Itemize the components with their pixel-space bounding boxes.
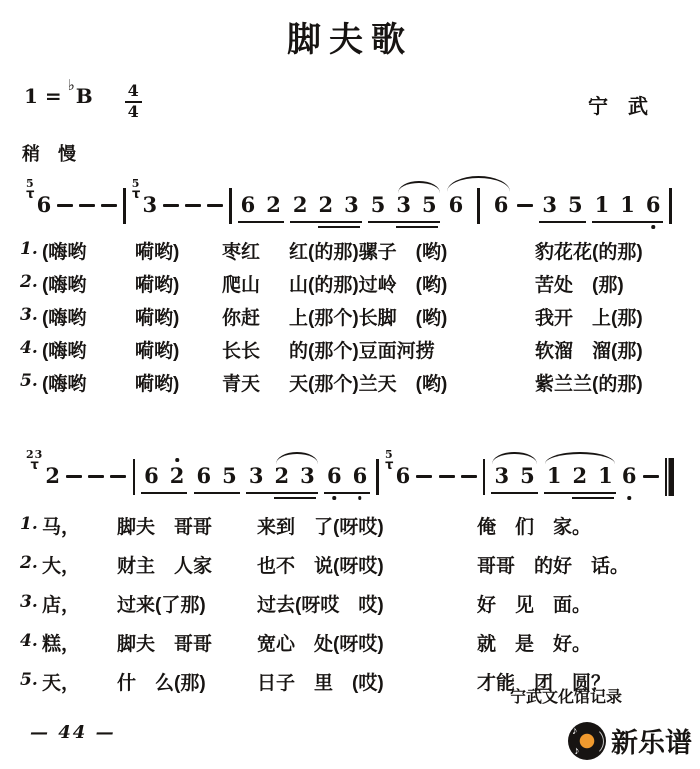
lyric-cell: 也不 说(呀哎) — [257, 556, 384, 577]
verse-number: 4. — [20, 338, 38, 358]
song-title: 脚夫歌 — [287, 21, 413, 59]
note-group — [246, 464, 318, 494]
key-letter: B — [75, 84, 93, 108]
final-barline — [665, 458, 674, 496]
page-number: — 44 — — [30, 722, 116, 743]
music-note: 5 — [520, 463, 535, 488]
note-group — [539, 193, 585, 223]
duration-dash — [185, 204, 201, 207]
music-note: 6 — [144, 463, 159, 488]
music-note: 6 — [645, 192, 661, 217]
lyric-cell: 过来(了那) — [117, 595, 206, 616]
lyric-row — [20, 237, 684, 270]
note-group — [544, 464, 616, 494]
grace-hook-icon: τ — [385, 458, 394, 473]
barline — [123, 188, 126, 224]
grace-hook-icon: τ — [26, 187, 35, 202]
music-note: 2 — [274, 463, 290, 488]
vinyl-record-icon — [568, 722, 606, 760]
music-note: 3 — [300, 463, 315, 488]
note-group — [238, 193, 284, 223]
lyric-cell: 豹花花(的那) — [535, 242, 643, 263]
note-group — [194, 464, 240, 494]
music-note: 1 — [620, 192, 635, 217]
music-note: 5 — [421, 192, 437, 217]
lyric-cell: (嗨哟 — [42, 341, 87, 362]
lyric-cell: 红(的那)骡子 (哟) — [289, 242, 448, 263]
lyric-row — [20, 629, 684, 668]
recorder-credit: 宁武文化馆记录 — [509, 689, 622, 706]
music-note: 2 — [266, 192, 281, 217]
music-note: 5 — [567, 192, 583, 217]
music-note: 1 — [594, 192, 610, 217]
lyric-cell: 日子 里 (哎) — [257, 673, 384, 694]
music-note: 2 — [572, 463, 588, 488]
music-note: 2 — [45, 463, 60, 488]
lyric-cell: (嗨哟 — [42, 275, 87, 296]
music-note: 5 — [222, 463, 237, 488]
note-group — [324, 464, 370, 494]
region-label: 宁 武 — [588, 96, 648, 118]
lyric-cell: 的(那个)豆面河捞 — [289, 341, 435, 362]
lyric-cell: 嗬哟) — [135, 341, 180, 362]
lyric-cell: 你赶 — [222, 308, 261, 329]
note-group — [491, 464, 537, 494]
lyric-row — [20, 590, 684, 629]
grace-note — [26, 450, 43, 471]
lyric-cell: 爬山 — [222, 275, 261, 296]
music-note: 6 — [240, 192, 256, 217]
note-group — [446, 193, 512, 224]
grace-hook-icon: τ — [131, 187, 141, 202]
note-group — [290, 193, 362, 223]
grace-digits: 5 — [26, 177, 35, 190]
lyric-cell: 紫兰兰(的那) — [535, 374, 643, 395]
lyric-cell: (嗨哟 — [42, 308, 87, 329]
music-note: 3 — [344, 192, 359, 217]
meter-numerator: 4 — [125, 83, 142, 103]
lyric-cell: 青天 — [222, 374, 261, 395]
music-note: 6 — [395, 463, 411, 488]
lyric-cell: 来到 了(呀哎) — [257, 517, 384, 538]
music-note: 6 — [493, 192, 509, 217]
duration-dash — [207, 204, 223, 207]
music-note-icon: ♪ — [572, 724, 578, 737]
lyric-cell: 天(那个)兰天 (哟) — [289, 374, 448, 395]
grace-digits: 5 — [384, 448, 394, 461]
note-group — [592, 193, 664, 223]
lyric-cell: 脚夫 哥哥 — [117, 634, 213, 655]
lyric-cell: 糕， — [42, 634, 81, 655]
music-note: 3 — [248, 463, 264, 488]
verse-number: 2. — [20, 553, 38, 573]
note-group — [368, 193, 440, 223]
duration-dash — [110, 475, 126, 478]
lyric-cell: 哥哥 的好 话。 — [477, 556, 630, 577]
verse-number: 3. — [20, 592, 38, 612]
time-signature — [125, 83, 142, 121]
lyric-row — [20, 551, 684, 590]
key-signature — [24, 76, 142, 124]
lyric-cell: 我开 上(那) — [535, 308, 643, 329]
key-prefix: 1 = — [24, 84, 62, 108]
grace-figure — [26, 177, 52, 217]
music-note: 6 — [36, 192, 52, 217]
music-line-2 — [26, 448, 674, 496]
lyric-cell: 嗬哟) — [135, 275, 180, 296]
meter-denominator: 4 — [127, 101, 139, 121]
music-note: 3 — [494, 463, 510, 488]
lyric-cell: 上(那个)长脚 (哟) — [289, 308, 448, 329]
barline — [483, 459, 486, 495]
lyric-cell: 苦处 (那) — [535, 275, 624, 296]
lyric-cell: 山(的那)过岭 (哟) — [289, 275, 448, 296]
verse-number: 5. — [20, 670, 38, 690]
lyric-cell: 俺 们 家。 — [477, 517, 592, 538]
grace-figure — [384, 448, 411, 488]
duration-dash — [643, 475, 659, 478]
music-note: 1 — [546, 463, 562, 488]
music-note: 6 — [326, 463, 342, 488]
lyrics-block-1 — [20, 237, 684, 402]
duration-dash — [57, 204, 73, 207]
music-note: 2 — [318, 192, 334, 217]
flat-sign-icon: ♭ — [67, 76, 75, 94]
lyric-cell: 店， — [42, 595, 81, 616]
lyric-row — [20, 303, 684, 336]
lyric-cell: 就 是 好。 — [477, 634, 592, 655]
duration-dash — [517, 204, 533, 207]
verse-number: 1. — [20, 514, 38, 534]
lyric-cell: 软溜 溜(那) — [535, 341, 643, 362]
lyric-cell: 大， — [42, 556, 81, 577]
music-note: 6 — [196, 463, 212, 488]
grace-figure — [26, 448, 60, 488]
duration-dash — [79, 204, 95, 207]
music-note: 1 — [598, 463, 613, 488]
lyric-cell: 天， — [42, 673, 81, 694]
logo-text: 新乐谱 — [611, 728, 692, 758]
barline — [669, 188, 672, 224]
grace-note — [385, 450, 394, 471]
music-note-icon: ♪ — [572, 744, 581, 757]
lyric-cell: 财主 人家 — [117, 556, 213, 577]
duration-dash — [461, 475, 477, 478]
music-note: 3 — [396, 192, 411, 217]
duration-dash — [66, 475, 82, 478]
lyric-row — [20, 336, 684, 369]
music-note: 2 — [292, 192, 308, 217]
lyric-cell: (嗨哟 — [42, 374, 87, 395]
lyric-cell: 才能 团 圆？ — [477, 673, 611, 694]
lyric-cell: 马， — [42, 517, 81, 538]
verse-number: 5. — [20, 371, 38, 391]
lyric-cell: 嗬哟) — [135, 242, 180, 263]
duration-dash — [163, 204, 179, 207]
music-note: 5 — [370, 192, 386, 217]
lyric-cell: (嗨哟 — [42, 242, 87, 263]
lyric-cell: 嗬哟) — [135, 308, 180, 329]
lyric-row — [20, 512, 684, 551]
verse-number: 4. — [20, 631, 38, 651]
duration-dash — [439, 475, 455, 478]
barline — [477, 188, 480, 224]
verse-number: 1. — [20, 239, 38, 259]
lyric-cell: 脚夫 哥哥 — [117, 517, 213, 538]
duration-dash — [416, 475, 432, 478]
tempo-marking: 稍 慢 — [22, 144, 76, 164]
music-note: 6 — [621, 463, 637, 488]
music-note: 3 — [542, 192, 557, 217]
music-note: 2 — [169, 463, 185, 488]
grace-digits: 23 — [26, 448, 44, 461]
grace-digits: 5 — [131, 177, 141, 190]
music-line-1 — [26, 177, 672, 224]
grace-hook-icon: τ — [30, 458, 39, 473]
lyric-cell: 什 么(那) — [117, 673, 206, 694]
verse-number: 3. — [20, 305, 38, 325]
grace-note — [132, 179, 141, 200]
lyric-cell: 过去(呀哎 哎) — [257, 595, 384, 616]
barline — [133, 459, 136, 495]
lyrics-block-2 — [20, 512, 684, 707]
lyric-cell: 长长 — [222, 341, 261, 362]
music-note: 6 — [352, 463, 368, 488]
publisher-logo — [568, 721, 692, 760]
barline — [376, 459, 379, 495]
lyric-cell: 宽心 处(呀哎) — [257, 634, 384, 655]
music-note: 3 — [142, 192, 158, 217]
note-group — [141, 464, 187, 494]
duration-dash — [101, 204, 117, 207]
lyric-row — [20, 270, 684, 303]
lyric-cell: 好 见 面。 — [477, 595, 592, 616]
grace-note — [26, 179, 35, 200]
grace-figure — [131, 177, 158, 217]
lyric-row — [20, 369, 684, 402]
duration-dash — [88, 475, 104, 478]
verse-number: 2. — [20, 272, 38, 292]
barline — [229, 188, 232, 224]
music-note: 6 — [448, 192, 464, 217]
lyric-cell: 枣红 — [222, 242, 261, 263]
lyric-cell: 嗬哟) — [135, 374, 180, 395]
